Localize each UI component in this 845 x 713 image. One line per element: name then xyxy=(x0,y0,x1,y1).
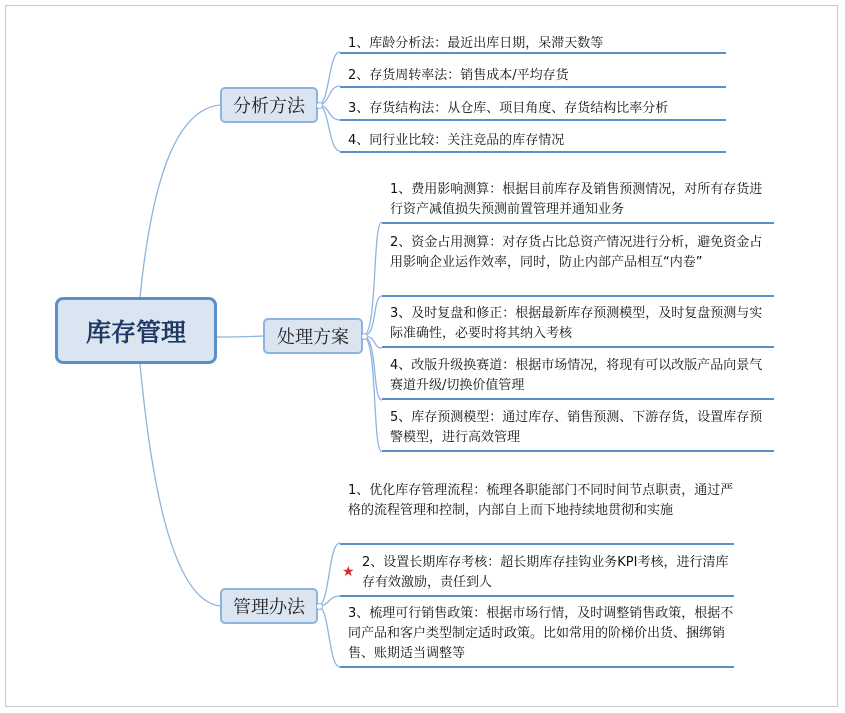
leaf-topic[interactable]: 3、梳理可行销售政策：根据市场行情，及时调整销售政策，根据不同产品和客户类型制定适时政策。比如常用的阶梯价出货、捆绑销售、账期适当调整等 xyxy=(340,604,734,668)
leaf-topic[interactable]: 5、库存预测模型：通过库存、销售预测、下游存货，设置库存预警模型，进行高效管理 xyxy=(382,408,774,452)
leaf-topic[interactable]: 2、存货周转率法：销售成本/平均存货 xyxy=(340,66,726,88)
branch-collapse-dot[interactable] xyxy=(316,102,323,109)
branch-collapse-dot[interactable] xyxy=(316,603,323,610)
leaf-topic[interactable]: 1、费用影响测算：根据目前库存及销售预测情况，对所有存货进行资产减值损失预测前置管理并通知业务 xyxy=(382,180,774,224)
leaf-topic[interactable]: 2、资金占用测算：对存货占比总资产情况进行分析，避免资金占用影响企业运作效率，同时，防止内部产品相互“内卷” xyxy=(382,233,774,297)
leaf-topic[interactable]: 1、库龄分析法：最近出库日期，呆滞天数等 xyxy=(340,34,726,54)
leaf-topic[interactable]: 4、同行业比较：关注竞品的库存情况 xyxy=(340,131,726,153)
leaf-topic[interactable]: 1、优化库存管理流程：梳理各职能部门不同时间节点职责，通过严格的流程管理和控制，内部自上而下地持续地贯彻和实施 xyxy=(340,481,734,545)
leaf-topic[interactable]: 3、存货结构法：从仓库、项目角度、存货结构比率分析 xyxy=(340,99,726,121)
branch-collapse-dot[interactable] xyxy=(361,333,368,340)
star-icon: ★ xyxy=(342,564,355,580)
branch-management-methods[interactable]: 管理办法 xyxy=(220,588,318,624)
leaf-topic[interactable]: 2、设置长期库存考核：超长期库存挂钩业务KPI考核，进行清库存有效激励，责任到人 xyxy=(340,553,734,597)
leaf-topic[interactable]: 4、改版升级换赛道：根据市场情况，将现有可以改版产品向景气赛道升级/切换价值管理 xyxy=(382,356,774,400)
branch-analysis-methods[interactable]: 分析方法 xyxy=(220,87,318,123)
branch-handling-plans[interactable]: 处理方案 xyxy=(263,318,363,354)
root-topic[interactable]: 库存管理 xyxy=(55,297,217,364)
leaf-topic[interactable]: 3、及时复盘和修正：根据最新库存预测模型，及时复盘预测与实际准确性，必要时将其纳入考核 xyxy=(382,304,774,348)
